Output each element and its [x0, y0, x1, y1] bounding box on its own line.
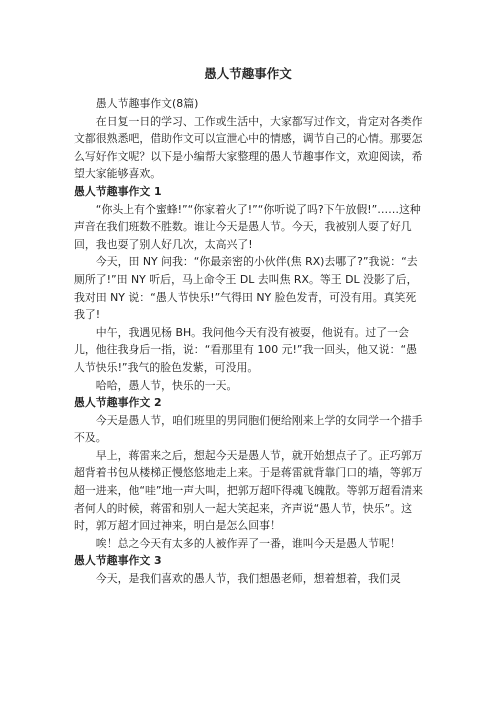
paragraph: 今天，是我们喜欢的愚人节，我们想愚老师，想着想着，我们灵 [95, 572, 401, 586]
paragraph: “你头上有个蜜蜂!”“你家着火了!”“你听说了吗?下午放假!”……这种声音在我们班数不胜数。谁让今天是愚人节。今天，我被别人耍了好几回，我也耍了别人好几次，太高兴了! [74, 202, 421, 251]
paragraph: 早上，蒋雷来之后，想起今天是愚人节，就开始想点子了。正巧郭万超背着书包从楼梯正慢悠悠地走上来。于是蒋雷就背靠门口的墙，等郭万超一进来，他“哇”地一声大叫，把郭万超吓得魂飞魄散。等郭万超看清来者何人的时候，蒋雷和别人一起大笑起来，齐声说“愚人节，快乐”。这时，郭万超才回过神来，明白是怎么回事！ [74, 448, 423, 533]
document-title: 愚人节趣事作文 [204, 66, 292, 81]
section-heading: 愚人节趣事作文 3 [74, 554, 162, 568]
paragraph: 今天，田 NY 问我：“你最亲密的小伙伴(焦 RX)去哪了?”我说：“去厕所了!”田 NY 听后，马上命令王 DL 去叫焦 RX。等王 DL 没影了后，我对田 NY 说：“愚人节快乐!”气得田 NY 脸色发青，可没有用。真笑死我了! [74, 255, 418, 322]
section-heading: 愚人节趣事作文 2 [74, 396, 162, 410]
paragraph: 中午，我遇见杨 BH。我问他今天有没有被耍，他说有。过了一会儿，他往我身后一指，说：“看那里有 100 元!”我一回头，他又说：“愚人节快乐!”我气的脸色发紫，可没用。 [74, 325, 418, 374]
document-subtitle: 愚人节趣事作文(8篇) [95, 97, 199, 110]
section-heading: 愚人节趣事作文 1 [74, 184, 162, 198]
document-body [74, 95, 424, 588]
paragraph: 今天是愚人节，咱们班里的男同胞们便给刚来上学的女同学一个措手不及。 [74, 413, 423, 445]
paragraph: 唉！总之今天有太多的人被作弄了一番，谁叫今天是愚人节呢！ [95, 536, 401, 550]
paragraph: 哈哈，愚人节，快乐的一天。 [95, 378, 238, 392]
intro-paragraph: 在日复一日的学习、工作或生活中，大家都写过作文，肯定对各类作文都很熟悉吧，借助作文可以宣泄心中的情感，调节自己的心情。那要怎么写好作文呢？以下是小编帮大家整理的愚人节趣事作文，欢迎阅读，希望大家能够喜欢。 [74, 114, 423, 181]
